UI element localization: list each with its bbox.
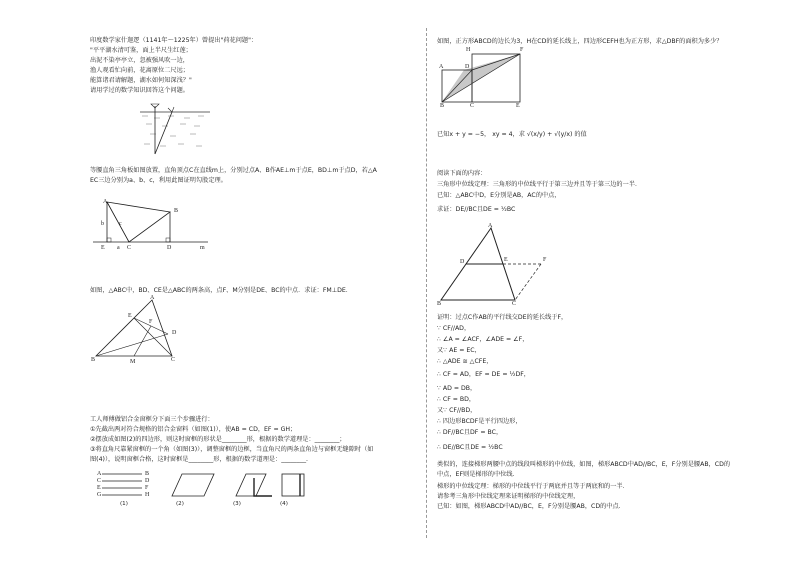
label-B: B bbox=[437, 301, 442, 307]
label-C: C bbox=[127, 245, 132, 251]
proof-line: ∴ DE//BC且DE = ½BC bbox=[437, 444, 503, 451]
label-D: D bbox=[145, 478, 150, 484]
problem-text-line: ③将直角尺靠紧窗框的一个角（如图(3)），调整窗框的边框，当直角尺的两条直角边与窗框无缝隙时（如 bbox=[90, 446, 374, 453]
caption-fig1: (1) bbox=[120, 501, 128, 507]
problem-text-line: 如图，正方形ABCD的边长为3，H在CD的延长线上，四边形CEFH也为正方形，求△DBF的面积为多少？ bbox=[437, 38, 723, 45]
proof-line: ∴ CF = BD， bbox=[437, 396, 476, 403]
trapezoid-text: 已知：如图，梯形ABCD中AD//BC，E，F分别是腰AB，CD的中点． bbox=[437, 503, 625, 510]
label-B: B bbox=[174, 208, 179, 214]
trapezoid-text: 中点，EF则是梯形的中位线． bbox=[437, 471, 519, 478]
problem-text-line: EC三边分别为a、b、c，利用此图证明勾股定理。 bbox=[90, 177, 227, 184]
label-A: A bbox=[488, 223, 493, 229]
label-A: A bbox=[439, 64, 444, 70]
label-b: b bbox=[101, 221, 104, 227]
problem-text-line: 阅读下面的内容： bbox=[437, 170, 487, 177]
label-A: A bbox=[103, 199, 108, 205]
label-F: F bbox=[520, 47, 524, 53]
lotus-ask: 请用学过的数学知识回答这个问题。 bbox=[90, 87, 189, 94]
caption-fig4: (4) bbox=[280, 501, 288, 507]
proof-line: 证明：过点C作AB的平行线交DE的延长线于F， bbox=[437, 314, 568, 321]
label-C: C bbox=[512, 301, 517, 307]
label-E: E bbox=[101, 245, 105, 251]
proof-line: 又∵ AE = EC， bbox=[437, 347, 481, 354]
altitudes-figure bbox=[94, 296, 184, 362]
column-divider bbox=[426, 28, 427, 538]
problem-text-line: 求证：DE//BC且DE = ½BC bbox=[437, 206, 516, 213]
label-C: C bbox=[470, 103, 475, 109]
label-F: F bbox=[145, 485, 149, 491]
proof-line: ∴ ∠A = ∠ACF，∠ADE = ∠F， bbox=[437, 336, 529, 343]
label-m: m bbox=[200, 245, 205, 251]
label-D: D bbox=[167, 245, 172, 251]
label-c: c bbox=[119, 221, 122, 227]
problem-text-line: 等腰直角三角板如图放置，直角顶点C在直线m上，分别过点A、B作AE⊥m于点E，BD⊥m于点D，若△A bbox=[90, 167, 377, 174]
label-M: M bbox=[130, 359, 136, 365]
label-D: D bbox=[172, 330, 177, 336]
window-figures bbox=[96, 470, 312, 500]
label-G: G bbox=[97, 492, 102, 498]
lotus-figure bbox=[140, 96, 210, 156]
trapezoid-text: 类似的，连接梯形两腰中点的线段叫梯形的中位线，如图，梯形ABCD中AD//BC，E，F分别是腰AB，CD的 bbox=[437, 461, 731, 468]
lotus-poem-line: "平平湖水清可鉴，面上半尺生红莲； bbox=[90, 47, 192, 54]
lotus-poem-line: 能算诸君请解题，湖水如何知深浅？" bbox=[90, 77, 192, 84]
proof-line: ∴ 四边形BCDF是平行四边形， bbox=[437, 418, 522, 425]
proof-line: ∴ CF = AD，EF = DE = ½DF， bbox=[437, 371, 530, 378]
lotus-poem-line: 出泥不染亭亭立，忽被强风吹一边， bbox=[90, 57, 189, 64]
lotus-intro: 印度数学家什迦逻（1141年～1225年）曾提出"荷花问题"： bbox=[90, 37, 258, 44]
label-F: F bbox=[149, 319, 153, 325]
proof-line: ∵ CF//AD， bbox=[437, 325, 471, 332]
trapezoid-text: 梯形的中位线定理：梯形的中位线平行于两底并且等于两底和的一半． bbox=[437, 483, 629, 490]
trapezoid-text: 请参考三角形中位线定理来证明梯形的中位线定理， bbox=[437, 493, 580, 500]
label-D: D bbox=[465, 64, 470, 70]
label-F: F bbox=[543, 257, 547, 263]
problem-text-line: 三角形中位线定理：三角形的中位线平行于第三边并且等于第三边的一半． bbox=[437, 181, 642, 188]
problem-text-line: ①先截出两对符合规格的铝合金窗料（如图(1)），使AB = CD，EF = GH； bbox=[90, 426, 297, 433]
label-a: a bbox=[117, 245, 120, 251]
label-E: E bbox=[97, 485, 101, 491]
label-E: E bbox=[504, 257, 508, 263]
label-C: C bbox=[97, 478, 102, 484]
right-triangle-figure bbox=[93, 196, 213, 256]
label-C: C bbox=[171, 357, 176, 363]
label-H: H bbox=[145, 492, 150, 498]
lotus-poem-line: 渔人观看忙向前，花离原位二尺远； bbox=[90, 67, 189, 74]
label-E: E bbox=[516, 103, 520, 109]
problem-text-line: 已知：△ABC中D，E分别是AB，AC的中点， bbox=[437, 192, 561, 199]
proof-line: ∴ △ADE ≅ △CFE， bbox=[437, 358, 493, 365]
midline-figure bbox=[437, 222, 557, 306]
label-E: E bbox=[128, 313, 132, 319]
problem-text-line: 工人师傅做铝合金窗框分下面三个步骤进行： bbox=[90, 416, 214, 423]
problem-text-line: ②摆放成如图(2)的四边形，则这时窗框的形状是________形，根据的数学道理是：________； bbox=[90, 436, 346, 443]
problem-radical: 已知x + y = −5， xy = 4，求 √(x/y) + √(y/x) 的值 bbox=[437, 131, 587, 138]
caption-fig3: (3) bbox=[233, 501, 241, 507]
label-B: B bbox=[440, 103, 445, 109]
label-B: B bbox=[145, 471, 150, 477]
proof-line: 又∵ CF//BD， bbox=[437, 407, 477, 414]
squares-figure bbox=[440, 50, 524, 106]
label-A: A bbox=[97, 471, 102, 477]
caption-fig2: (2) bbox=[176, 501, 184, 507]
label-A: A bbox=[150, 295, 155, 301]
label-D: D bbox=[460, 259, 465, 265]
proof-line: ∵ AD = DB， bbox=[437, 385, 477, 392]
proof-line: ∴ DF//BC且DF = BC， bbox=[437, 429, 503, 436]
label-B: B bbox=[91, 357, 96, 363]
problem-text-line: 如图，△ABC中，BD、CE是△ABC的两条高，点F、M分别是DE、BC的中点．求证：FM⊥DE． bbox=[90, 287, 352, 294]
label-H: H bbox=[466, 47, 471, 53]
problem-text-line: 图(4)），说明窗框合格，这时窗框是________形，根据的数学道理是：________. bbox=[90, 456, 309, 463]
